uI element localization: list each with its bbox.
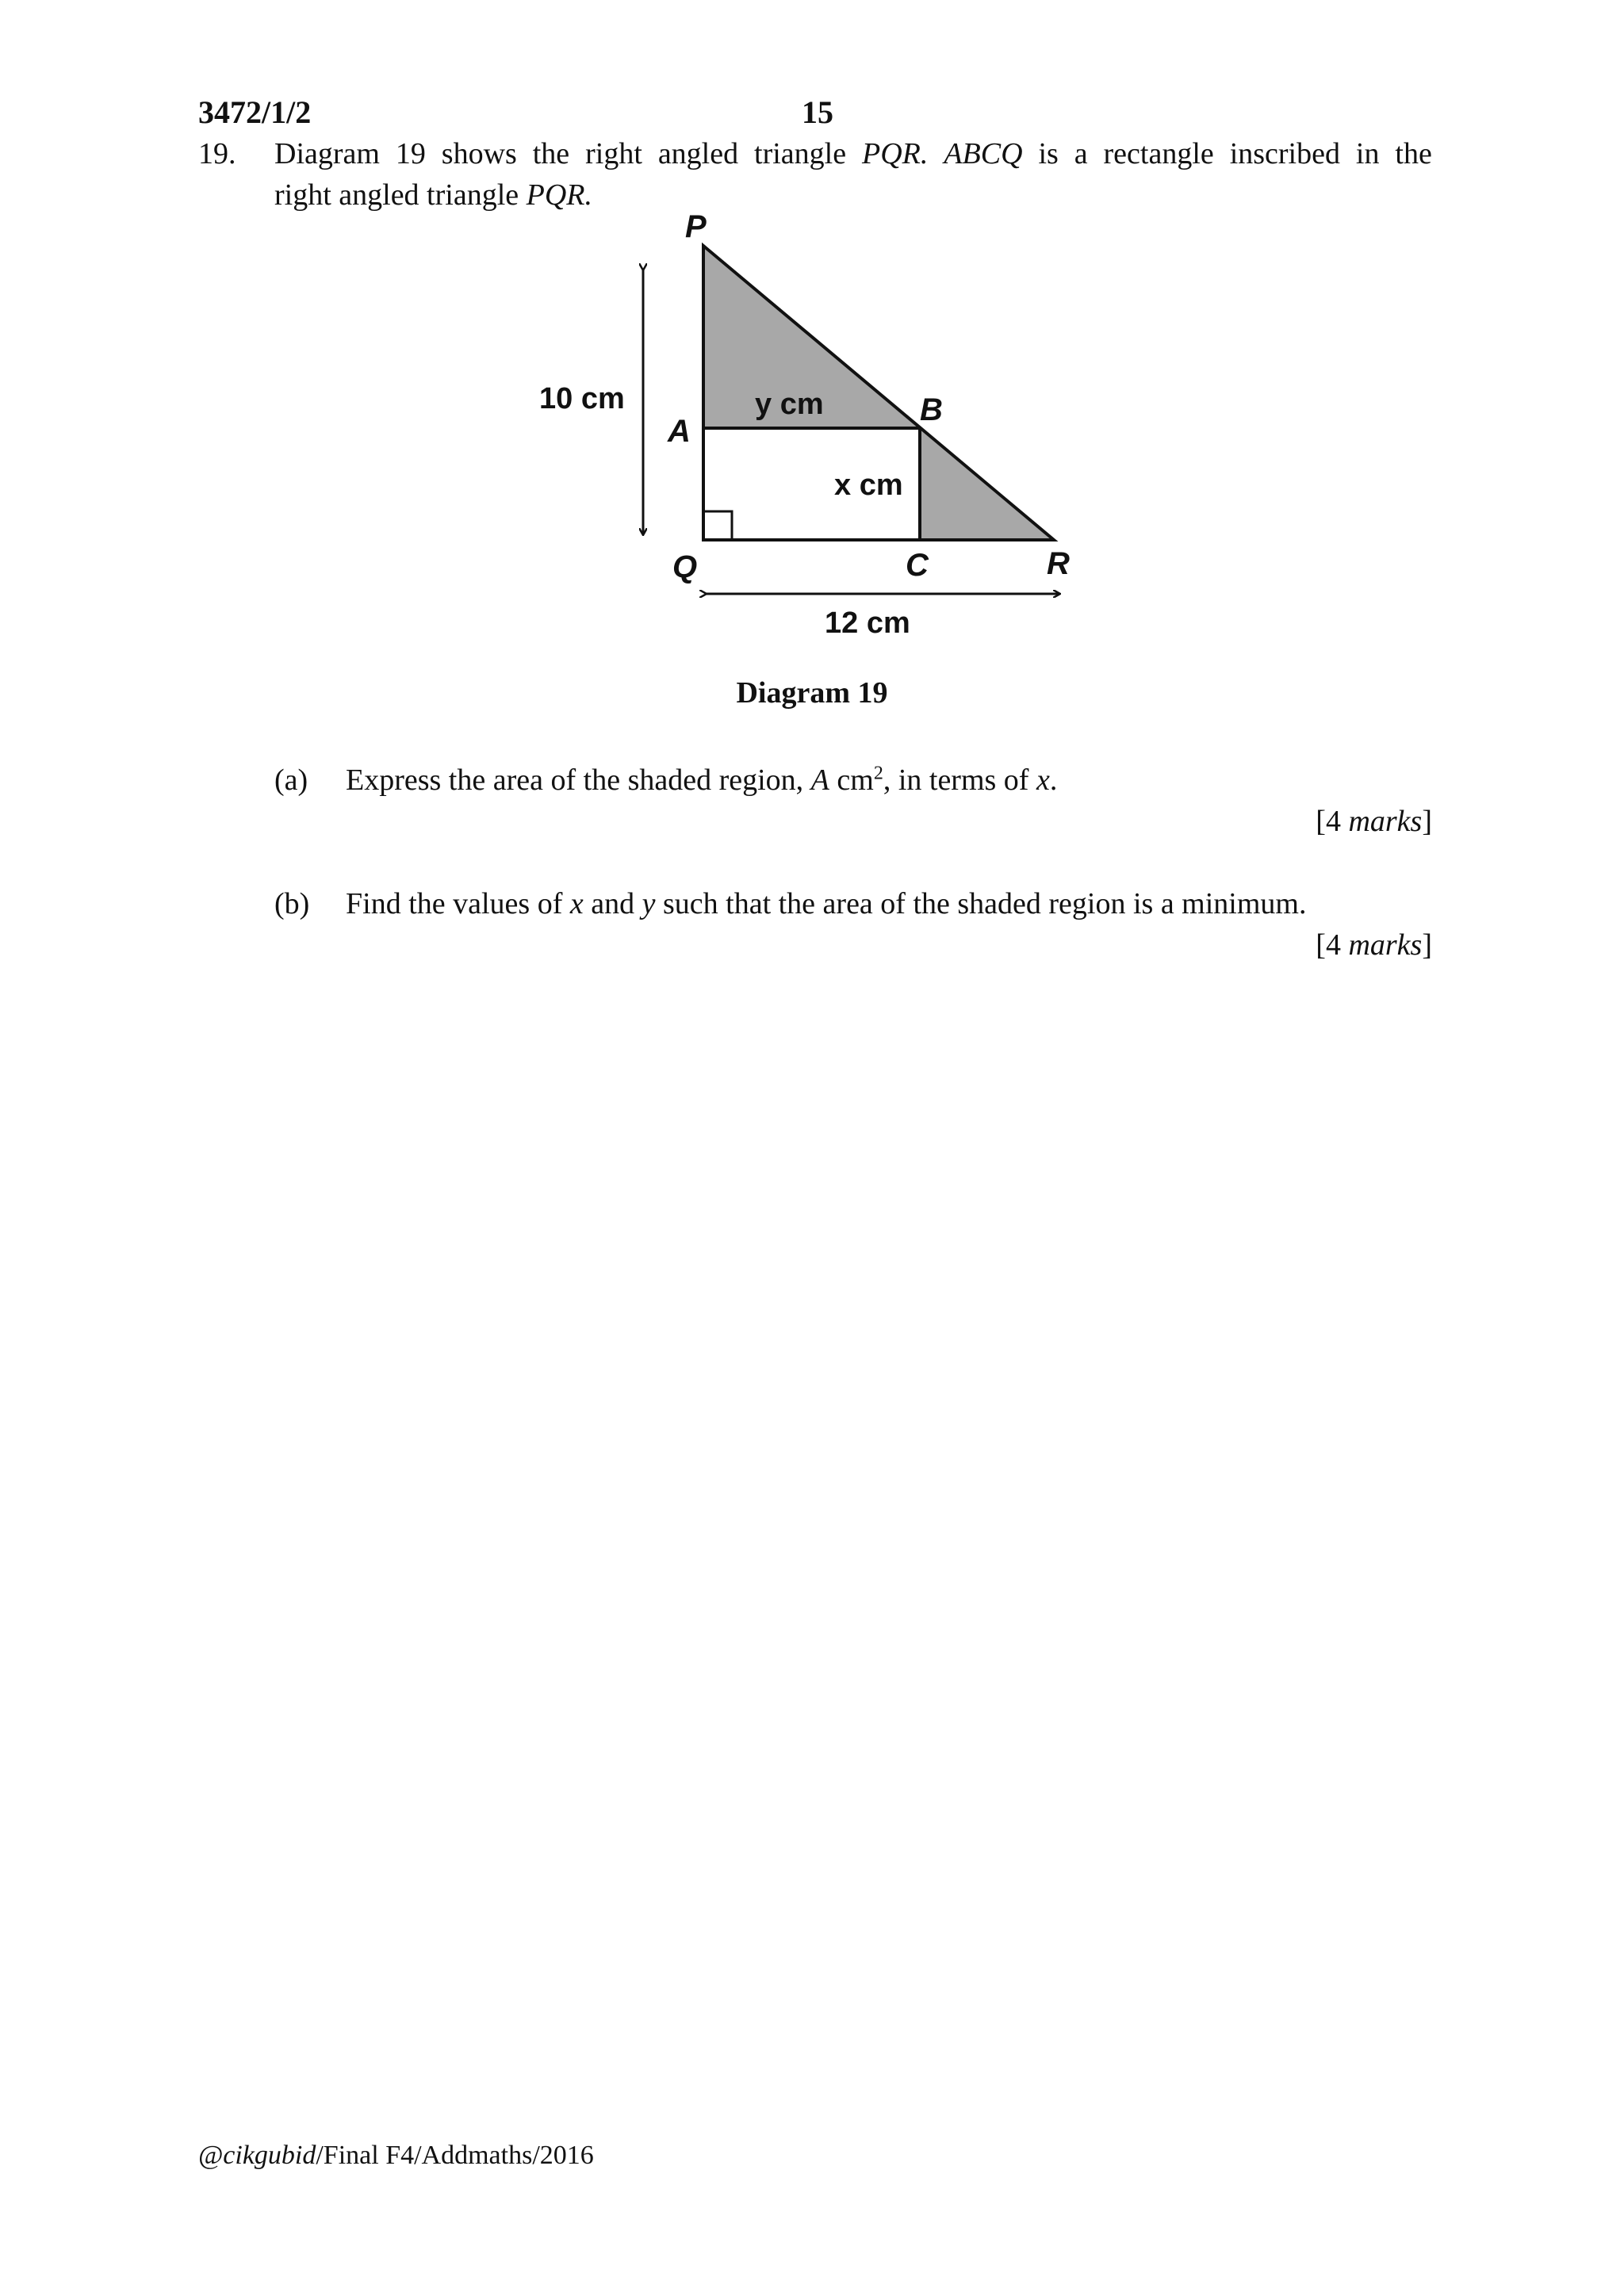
footer-text: /Final F4/Addmaths/2016 (316, 2141, 594, 2170)
stem-word: the (1395, 137, 1432, 170)
stem-word: angled (657, 137, 739, 170)
variable-x: x (1036, 763, 1050, 797)
part-a-marks-word: marks (1348, 805, 1423, 838)
stem-word: right (585, 137, 642, 170)
part-a-marks (1316, 801, 1432, 842)
part-b-text-3: such that the area of the shaded region is a minimum. (655, 887, 1307, 920)
part-a-unit: cm (829, 763, 874, 797)
base-label: 12 cm (825, 607, 910, 640)
part-a-text-end: . (1049, 763, 1058, 797)
stem-word: rectangle (1103, 137, 1214, 170)
stem-word: shows (441, 137, 517, 170)
variable-a: A (810, 763, 829, 797)
y-length-label: y cm (755, 388, 824, 421)
stem-word: in (1355, 137, 1380, 170)
part-b-text-2: and (583, 887, 642, 920)
part-a-text (346, 760, 1057, 801)
vertex-label-b: B (920, 392, 943, 427)
footer (198, 2141, 594, 2171)
part-b-marks-open: [4 (1316, 928, 1349, 962)
part-a-label: (a) (274, 763, 308, 797)
stem-word: is (1038, 137, 1059, 170)
part-b-marks-close: ] (1422, 928, 1432, 962)
part-b-text (346, 883, 1306, 924)
part-b-label: (b) (274, 887, 310, 920)
stem-word: the (532, 137, 570, 170)
stem-word: inscribed (1229, 137, 1340, 170)
stem-word: Diagram (274, 137, 380, 170)
part-b-marks-word: marks (1348, 928, 1423, 962)
footer-handle: @cikgubid (198, 2141, 316, 2170)
diagram-19 (539, 208, 1094, 641)
part-a-marks-open: [4 (1316, 805, 1349, 838)
unit-superscript: 2 (873, 763, 883, 784)
vertex-label-r: R (1047, 546, 1070, 581)
part-a-marks-close: ] (1422, 805, 1432, 838)
x-length-label: x cm (834, 469, 903, 502)
variable-x: x (569, 887, 584, 920)
vertex-label-c: C (906, 548, 929, 583)
stem-word: triangle (754, 137, 847, 170)
question-number: 19. (198, 137, 236, 170)
page-number: 15 (802, 94, 833, 130)
vertex-label-q: Q (672, 549, 698, 584)
part-a-text-1: Express the area of the shaded region, (346, 763, 811, 797)
stem-word: 19 (395, 137, 426, 170)
part-a-text-2: , in terms of (883, 763, 1036, 797)
diagram-caption: Diagram 19 (736, 676, 888, 710)
triangle-name: PQR. (526, 178, 592, 212)
stem-word: PQR. (862, 137, 929, 170)
vertex-label-p: P (685, 209, 707, 244)
height-label: 10 cm (539, 382, 625, 415)
question-stem-line2-text: right angled triangle (274, 178, 527, 212)
variable-y: y (642, 887, 656, 920)
part-b-marks (1316, 924, 1432, 966)
part-b-text-1: Find the values of (346, 887, 570, 920)
stem-word: a (1074, 137, 1088, 170)
vertex-label-a: A (668, 414, 691, 449)
paper-code: 3472/1/2 (198, 94, 312, 130)
question-stem-line1 (274, 133, 1432, 174)
stem-word: ABCQ (944, 137, 1023, 170)
